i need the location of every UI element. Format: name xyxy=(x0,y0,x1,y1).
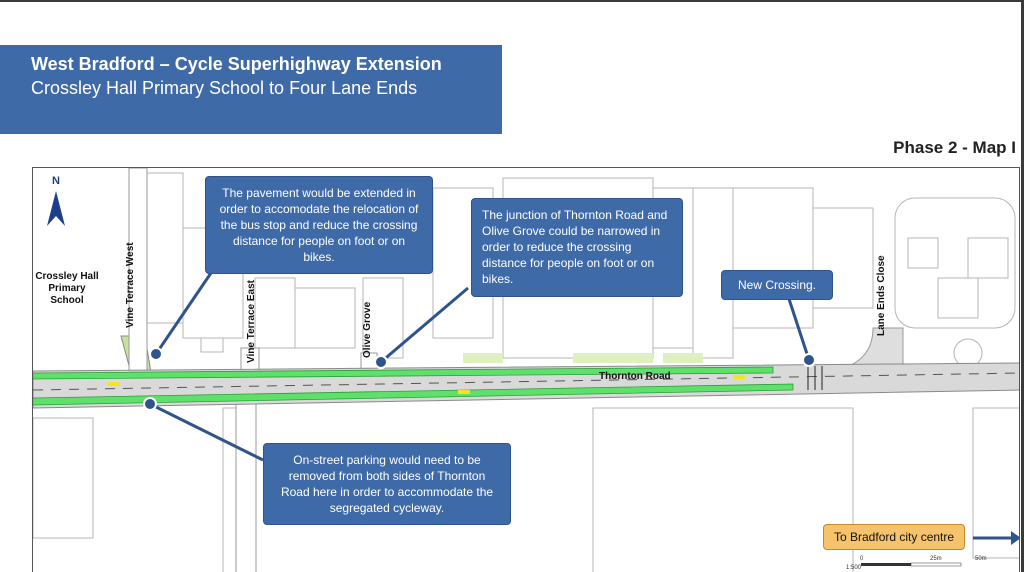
street-label-vine-terrace-east: Vine Terrace East xyxy=(246,279,257,363)
scale-end: 50m xyxy=(975,556,987,562)
scale-zero: 0 xyxy=(860,556,864,562)
road-label-thornton-road: Thornton Road xyxy=(599,371,671,382)
scale-mid: 25m xyxy=(930,556,942,562)
map-view[interactable] xyxy=(32,167,1020,572)
to-bradford-button[interactable]: To Bradford city centre xyxy=(823,524,965,550)
leader-line xyxy=(156,270,213,354)
street-label-vine-terrace-west: Vine Terrace West xyxy=(125,242,136,328)
callout-junction-narrowing: The junction of Thornton Road and Olive Grove could be narrowed in order to reduce the crossing distance for people on foot or on bikes. xyxy=(471,198,683,297)
callout-pavement-extension: The pavement would be extended in order to accomodate the relocation of the bus stop and reduce the crossing distance for people on foot or on bikes. xyxy=(205,176,433,274)
page-subtitle: Crossley Hall Primary School to Four Lane Ends xyxy=(31,78,418,98)
callout-new-crossing: New Crossing. xyxy=(721,270,833,300)
page-title: West Bradford – Cycle Superhighway Extension xyxy=(31,54,442,74)
north-arrow-label: N xyxy=(52,175,60,187)
top-border xyxy=(0,0,1024,2)
scale-ratio: 1:500 xyxy=(846,565,862,571)
street-label-lane-ends-close: Lane Ends Close xyxy=(876,255,887,336)
phase-label: Phase 2 - Map I xyxy=(893,138,1016,157)
callout-parking-removal: On-street parking would need to be removed from both sides of Thornton Road here in order to accommodate the segregated cycleway. xyxy=(263,443,511,525)
title-banner xyxy=(0,45,502,134)
school-label: Crossley Hall Primary School xyxy=(35,271,99,306)
street-label-olive-grove: Olive Grove xyxy=(362,301,373,358)
